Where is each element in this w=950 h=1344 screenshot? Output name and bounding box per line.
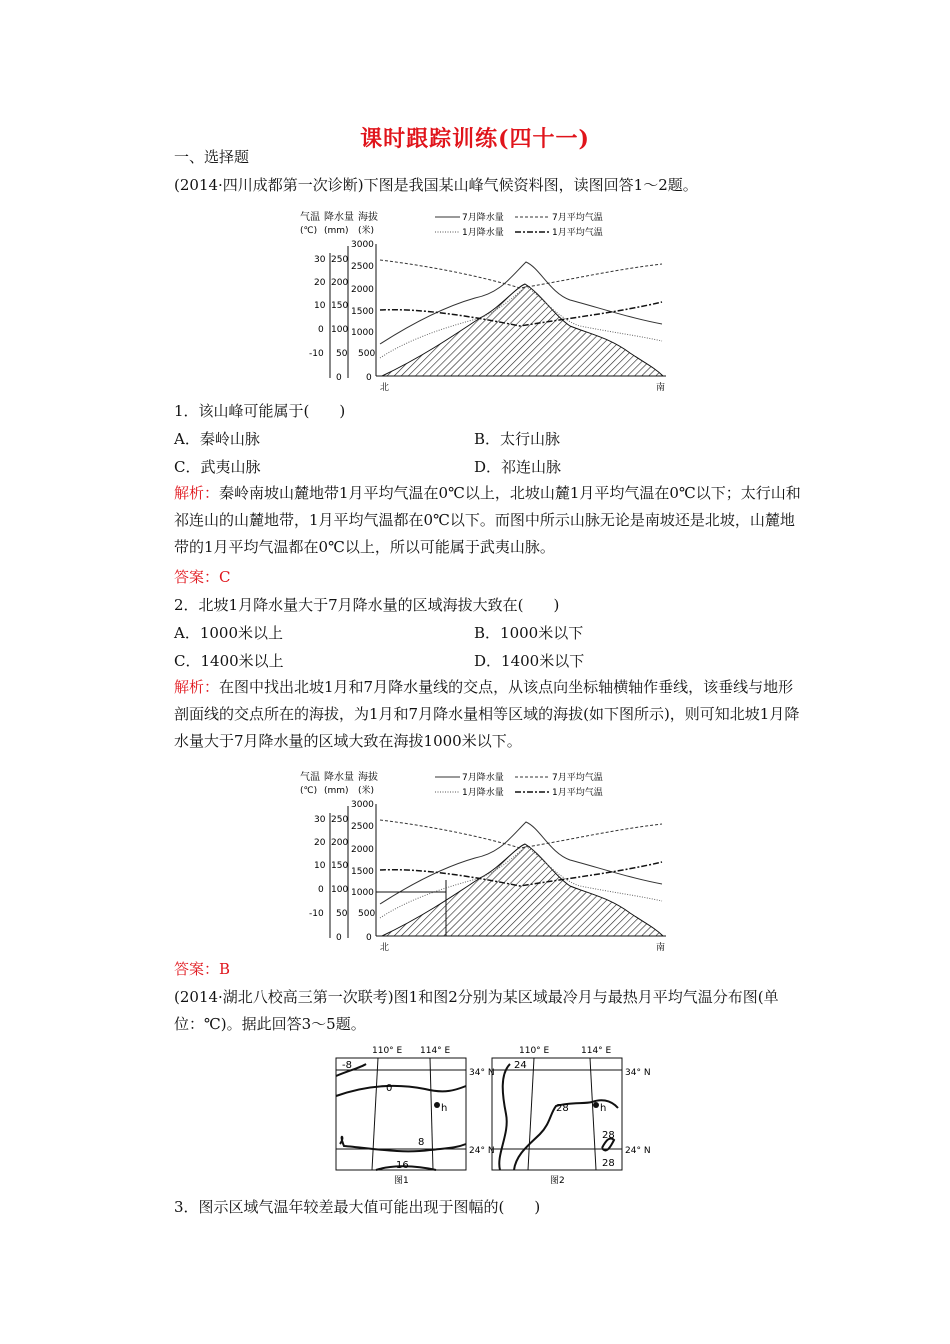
- axis-header-temp: 气温: [300, 772, 320, 783]
- q1-option-d: D．祁连山脉: [474, 458, 562, 476]
- temp-tick: 0: [318, 325, 324, 335]
- temp-tick: 20: [314, 838, 326, 848]
- unit-precip: (mm): [324, 226, 349, 236]
- temp-tick: 30: [314, 815, 326, 825]
- precip-tick: 250: [331, 255, 349, 265]
- analysis-text: 秦岭南坡山麓地带1月平均气温在0℃以上，北坡山麓1月平均气温在0℃以下；太行山和祁连山的山麓地带，1月平均气温都在0℃以下。而图中所示山脉无论是南坡还是北坡，山麓地带的1月平均气温都在0℃以上，所以可能属于武夷山脉。: [174, 484, 801, 556]
- axis-header-alt: 海拔: [358, 772, 378, 783]
- map2-isotherm: 28: [602, 1130, 615, 1141]
- temp-tick: 10: [314, 861, 326, 871]
- map1-point-h: [434, 1102, 440, 1108]
- intro-2: [148, 984, 808, 1038]
- label-north: 北: [380, 383, 390, 393]
- page-title: 课时跟踪训练(四十一): [360, 126, 590, 152]
- q1-analysis: [148, 480, 808, 561]
- q1-stem: 1．该山峰可能属于( ): [174, 402, 346, 420]
- q2-stem: 2．北坡1月降水量大于7月降水量的区域海拔大致在( ): [174, 596, 560, 614]
- precip-tick: 250: [331, 815, 349, 825]
- unit-alt: (米): [358, 786, 375, 796]
- alt-tick: 500: [358, 349, 376, 359]
- alt-tick: 1000: [351, 888, 374, 898]
- precip-tick: 50: [336, 909, 348, 919]
- map1-isotherm: -8: [342, 1060, 352, 1071]
- map2-lat1: 34° N: [625, 1068, 651, 1078]
- section-heading: 一、选择题: [174, 148, 250, 166]
- precip-tick: 100: [331, 885, 349, 895]
- temp-tick: -10: [309, 349, 324, 359]
- temp-tick: 0: [318, 885, 324, 895]
- q2-answer: 答案：B: [174, 960, 231, 978]
- map2-point-label: h: [600, 1103, 607, 1114]
- precip-tick: 100: [331, 325, 349, 335]
- analysis-label: 解析：: [174, 678, 220, 696]
- map2-point-h: [593, 1102, 599, 1108]
- q1-option-a: A．秦岭山脉: [174, 430, 260, 448]
- label-south: 南: [656, 943, 666, 953]
- legend-jan-precip: 1月降水量: [462, 228, 504, 238]
- legend-jul-temp: 7月平均气温: [552, 213, 603, 223]
- map2-caption: 图2: [550, 1176, 565, 1186]
- map1-isotherm: 16: [396, 1160, 409, 1171]
- map1-frame: [336, 1058, 466, 1170]
- alt-tick: 2000: [351, 285, 374, 295]
- unit-temp: (℃): [300, 226, 318, 236]
- temp-tick: 30: [314, 255, 326, 265]
- map1-point-label: h: [441, 1103, 448, 1114]
- q2-option-b: B．1000米以下: [474, 624, 584, 642]
- map1-lon2: 114° E: [420, 1046, 451, 1056]
- precip-tick: 150: [331, 301, 349, 311]
- map1-lat2: 24° N: [469, 1146, 495, 1156]
- map2-frame: [492, 1058, 622, 1170]
- legend-jul-temp: 7月平均气温: [552, 773, 603, 783]
- unit-alt: (米): [358, 226, 375, 236]
- legend-jan-temp: 1月平均气温: [552, 788, 603, 798]
- alt-tick: 2000: [351, 845, 374, 855]
- map2-lat2: 24° N: [625, 1146, 651, 1156]
- alt-tick: 500: [358, 909, 376, 919]
- temp-tick: 10: [314, 301, 326, 311]
- precip-tick: 0: [336, 933, 342, 943]
- temperature-maps: [330, 1044, 660, 1186]
- map2-lon2: 114° E: [581, 1046, 612, 1056]
- q1-option-b: B．太行山脉: [474, 430, 561, 448]
- unit-precip: (mm): [324, 786, 349, 796]
- map1-lon1: 110° E: [372, 1046, 403, 1056]
- axis-header-precip: 降水量: [324, 212, 354, 223]
- alt-tick: 1000: [351, 328, 374, 338]
- alt-tick: 3000: [351, 800, 374, 810]
- precip-tick: 50: [336, 349, 348, 359]
- intro-1: (2014·四川成都第一次诊断)下图是我国某山峰气候资料图，读图回答1～2题。: [174, 176, 698, 194]
- q1-option-c: C．武夷山脉: [174, 458, 261, 476]
- alt-tick: 1500: [351, 867, 374, 877]
- map2-isotherm: 24: [514, 1060, 527, 1071]
- axis-header-alt: 海拔: [358, 212, 378, 223]
- q1-answer: 答案：C: [174, 568, 231, 586]
- alt-tick: 3000: [351, 240, 374, 250]
- precip-tick: 150: [331, 861, 349, 871]
- legend-jan-temp: 1月平均气温: [552, 228, 603, 238]
- alt-tick: 1500: [351, 307, 374, 317]
- analysis-label: 解析：: [174, 484, 220, 502]
- axis-header-temp: 气温: [300, 212, 320, 223]
- q2-option-a: A．1000米以上: [174, 624, 284, 642]
- map1-caption: 图1: [394, 1176, 409, 1186]
- label-south: 南: [656, 383, 666, 393]
- q2-option-d: D．1400米以下: [474, 652, 585, 670]
- map1-lat1: 34° N: [469, 1068, 495, 1078]
- legend-jan-precip: 1月降水量: [462, 788, 504, 798]
- alt-tick: 0: [366, 933, 372, 943]
- map2-lon1: 110° E: [519, 1046, 550, 1056]
- precip-tick: 200: [331, 278, 349, 288]
- alt-tick: 0: [366, 373, 372, 383]
- map2-isotherm: 28: [602, 1158, 615, 1169]
- alt-tick: 2500: [351, 262, 374, 272]
- intro-2-text: (2014·湖北八校高三第一次联考)图1和图2分别为某区域最冷月与最热月平均气温分布图(单位：℃)。据此回答3～5题。: [174, 988, 779, 1033]
- axis-header-precip: 降水量: [324, 772, 354, 783]
- alt-tick: 2500: [351, 822, 374, 832]
- q3-stem: 3．图示区域气温年较差最大值可能出现于图幅的( ): [174, 1198, 541, 1216]
- analysis-text: 在图中找出北坡1月和7月降水量线的交点，从该点向坐标轴横轴作垂线，该垂线与地形剖面线的交点所在的海拔，为1月和7月降水量相等区域的海拔(如下图所示)，则可知北坡1月降水量大于7月降水量的区域大致在海拔1000米以下。: [174, 678, 800, 750]
- legend-jul-precip: 7月降水量: [462, 773, 504, 783]
- precip-tick: 200: [331, 838, 349, 848]
- precip-tick: 0: [336, 373, 342, 383]
- map2-isotherm: 28: [556, 1103, 569, 1114]
- unit-temp: (℃): [300, 786, 318, 796]
- q2-option-c: C．1400米以上: [174, 652, 284, 670]
- label-north: 北: [380, 943, 390, 953]
- legend-jul-precip: 7月降水量: [462, 213, 504, 223]
- climate-chart-1: [300, 208, 680, 393]
- map1-isotherm: 0: [386, 1083, 393, 1094]
- temp-tick: -10: [309, 909, 324, 919]
- temp-tick: 20: [314, 278, 326, 288]
- map1-isotherm: 8: [418, 1137, 425, 1148]
- climate-chart-2: [300, 768, 680, 953]
- q2-analysis: [148, 674, 808, 755]
